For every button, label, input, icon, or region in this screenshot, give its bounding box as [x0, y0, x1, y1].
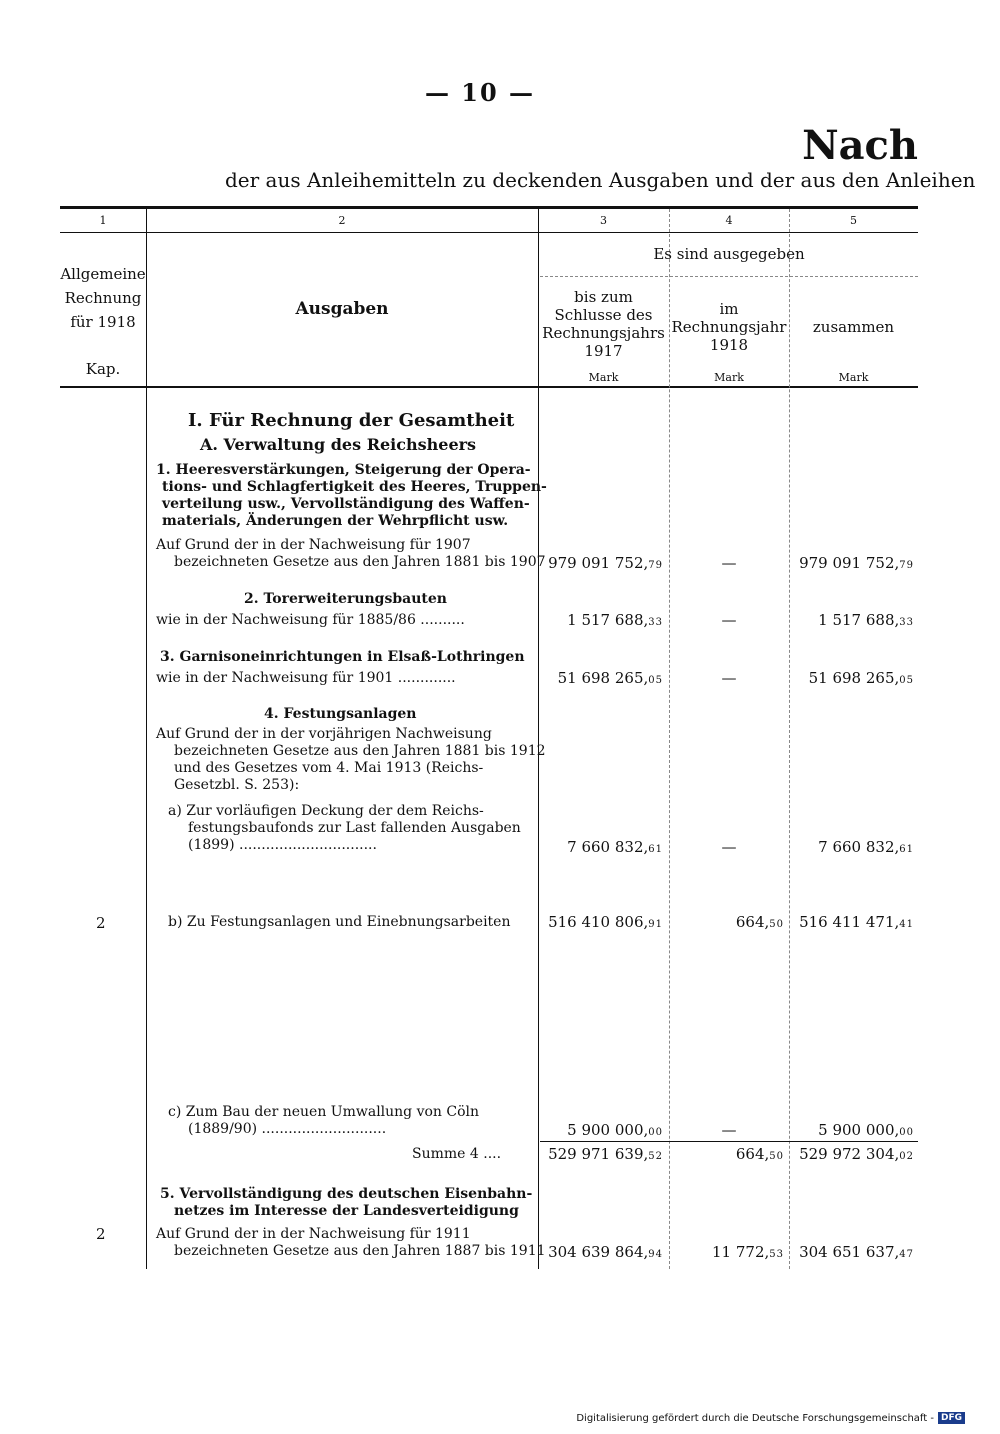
section-subtitle: A. Verwaltung des Reichsheers: [200, 435, 477, 454]
item4-sum-col4: 664,50: [735, 1145, 784, 1163]
item3-col4: —: [721, 669, 737, 687]
header-col1: Allgemeine Rechnung für 1918: [60, 265, 146, 331]
item2-col4: —: [721, 611, 737, 629]
item3-text: wie in der Nachweisung für 1901 .............: [156, 670, 456, 686]
item4-sum-label: Summe 4 ....: [412, 1146, 502, 1162]
item2-title: 2. Torerweiterungsbauten: [244, 591, 447, 607]
item1-title: 1. Heeresverstärkungen, Steigerung der Opera- tions- und Schlagfertigkeit des Heeres, Truppen- verteilung usw., Vervollständigung des Waffen- materials, Änderungen der Wehrpflicht usw.: [156, 462, 547, 529]
colnum-4: 4: [725, 214, 733, 227]
item4b-col4: 664,50: [735, 913, 784, 931]
item4b-kap: 2: [96, 914, 106, 932]
colnum-2: 2: [338, 214, 346, 227]
header-col1-kap: Kap.: [85, 360, 121, 378]
item4a-text: a) Zur vorläufigen Deckung der dem Reichs- festungsbaufonds zur Last fallenden Ausgaben (1899) ...............................: [168, 803, 521, 853]
item4-sum-col3: 529 971 639,52: [548, 1145, 663, 1163]
item5-col4: 11 772,53: [712, 1243, 784, 1261]
item4b-col3: 516 410 806,91: [548, 913, 663, 931]
item1-col5: 979 091 752,79: [799, 554, 914, 572]
item3-col5: 51 698 265,05: [808, 669, 914, 687]
col-rule-3: [669, 209, 670, 1269]
item5-text: Auf Grund der in der Nachweisung für 1911 bezeichneten Gesetze aus den Jahren 1887 bis 1911: [156, 1226, 546, 1259]
item4c-text: c) Zum Bau der neuen Umwallung von Cöln (1889/90) ............................: [168, 1104, 480, 1137]
item2-text: wie in der Nachweisung für 1885/86 ..........: [156, 612, 465, 628]
item3-title: 3. Garnisoneinrichtungen in Elsaß-Lothringen: [160, 649, 525, 665]
item4c-col3: 5 900 000,00: [567, 1121, 663, 1139]
header-col5: zusammen: [812, 318, 895, 336]
page-number: — 10 —: [424, 78, 536, 107]
header-col2: Ausgaben: [295, 299, 389, 319]
footer: [576, 1412, 965, 1424]
item4-title: 4. Festungsanlagen: [264, 706, 417, 722]
item5-col3: 304 639 864,94: [548, 1243, 663, 1261]
sum-rule: [540, 1141, 918, 1142]
page-subheading: der aus Anleihemitteln zu deckenden Ausgaben und der aus den Anleihen: [225, 168, 976, 192]
item4b-col5: 516 411 471,41: [799, 913, 914, 931]
item5-col5: 304 651 637,47: [799, 1243, 914, 1261]
item1-col4: —: [721, 554, 737, 572]
item5-title: 5. Vervollständigung des deutschen Eisenbahn- netzes im Interesse der Landesverteidigung: [160, 1186, 533, 1219]
page-heading: Nach: [802, 122, 918, 169]
colnum-1: 1: [99, 214, 107, 227]
item2-col5: 1 517 688,33: [818, 611, 914, 629]
header-col4: im Rechnungsjahr 1918: [671, 300, 787, 354]
header-col3: bis zum Schlusse des Rechnungsjahrs 1917: [542, 288, 665, 360]
item4a-col5: 7 660 832,61: [818, 838, 914, 856]
dfg-logo: DFG: [938, 1412, 965, 1424]
footer-text: Digitalisierung gefördert durch die Deutsche Forschungsgemeinschaft -: [576, 1412, 934, 1424]
group-divider: [540, 276, 918, 277]
item1-text: Auf Grund der in der Nachweisung für 1907 bezeichneten Gesetze aus den Jahren 1881 bis 1907: [156, 537, 546, 570]
unit-col4: Mark: [714, 371, 744, 384]
col-rule-1: [146, 209, 147, 1269]
unit-col3: Mark: [588, 371, 619, 384]
item4c-col5: 5 900 000,00: [818, 1121, 914, 1139]
item5-kap: 2: [96, 1225, 106, 1243]
item4c-col4: —: [721, 1121, 737, 1139]
colnum-5: 5: [850, 214, 857, 227]
item4b-text: b) Zu Festungsanlagen und Einebnungsarbeiten: [168, 914, 511, 930]
unit-col5: Mark: [838, 371, 869, 384]
item4a-col3: 7 660 832,61: [567, 838, 663, 856]
item2-col3: 1 517 688,33: [567, 611, 663, 629]
item1-col3: 979 091 752,79: [548, 554, 663, 572]
colnum-3: 3: [600, 214, 607, 227]
item4a-col4: —: [721, 838, 737, 856]
item4-text: Auf Grund der in der vorjährigen Nachweisung bezeichneten Gesetze aus den Jahren 1881 bis 1912 und des Gesetzes vom 4. Mai 1913 (Reichs- Gesetzbl. S. 253):: [156, 726, 546, 793]
header-group: Es sind ausgegeben: [653, 245, 805, 263]
section-title: I. Für Rechnung der Gesamtheit: [188, 410, 515, 431]
col-rule-4: [789, 209, 790, 1269]
item3-col3: 51 698 265,05: [557, 669, 663, 687]
item4-sum-col5: 529 972 304,02: [799, 1145, 914, 1163]
